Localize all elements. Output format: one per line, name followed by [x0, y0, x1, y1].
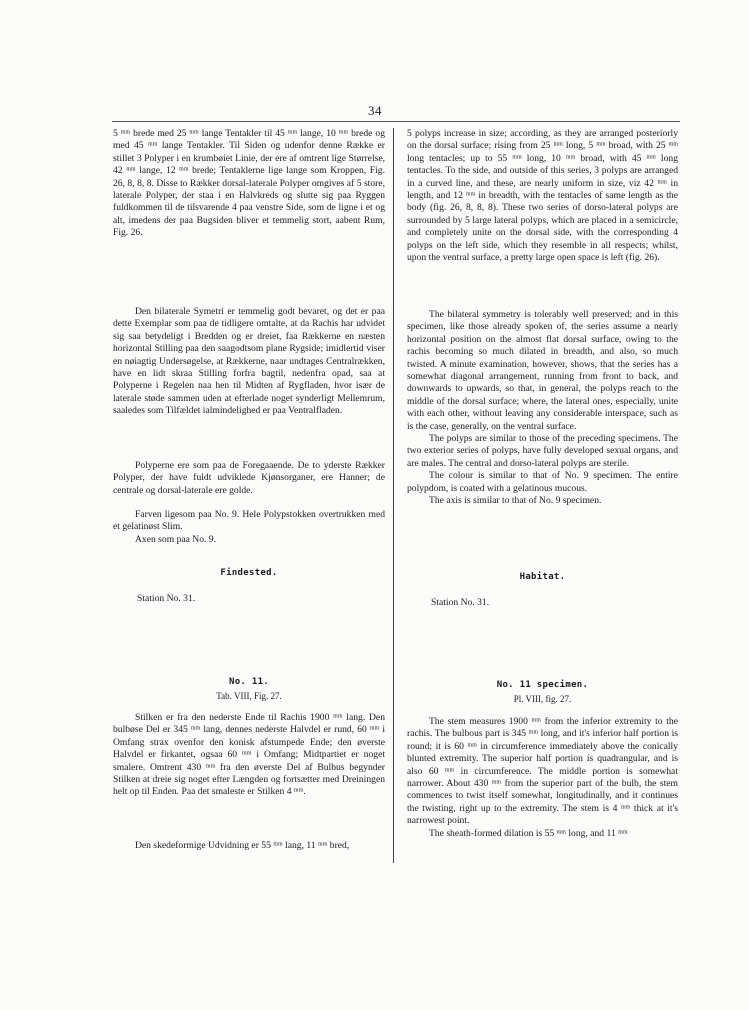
left-no11-block: [113, 676, 385, 703]
page-number: 34: [368, 103, 382, 118]
findested-heading: Findested.: [220, 568, 278, 578]
column-divider: [393, 128, 394, 863]
left-station: Station No. 31.: [137, 593, 196, 605]
left-paragraph-6: Stilken er fra den nederste Ende til Rachis 1900 ᵐᵐ lang. Den bulbøse Del er 345 ᵐᵐ lang, dennes nederste Halvdel er rund, 60 ᵐᵐ i Omfang strax ovenfor den konisk afstumpede Ende; den øverste Halvdel er firkantet, ogsaa 60 ᵐᵐ i Omfang; Midtpartiet er noget smalere. Omtrent 430 ᵐᵐ fra den øverste Del af Bulbus begynder Stilken at dreie sig noget efter Længden og fortsætter med Dreiningen helt op til Enden. Paa det smaleste er Stilken 4 ᵐᵐ.: [113, 712, 385, 798]
right-no11-heading: No. 11 specimen.: [496, 680, 589, 690]
right-no11-block: [407, 679, 678, 706]
left-findested-block: [113, 567, 385, 606]
left-column-symmetry: [113, 306, 385, 418]
left-no11-heading: No. 11.: [228, 677, 270, 687]
right-habitat-block: [407, 571, 678, 610]
right-column-symmetry: [407, 309, 678, 508]
right-paragraph-7: The sheath-formed dilation is 55 ᵐᵐ long, and 11 ᵐᵐ: [429, 827, 628, 839]
left-column-colour: [113, 509, 385, 546]
left-paragraph-7: Den skedeformige Udvidning er 55 ᵐᵐ lang, 11 ᵐᵐ bred,: [135, 840, 350, 851]
habitat-heading: Habitat.: [519, 572, 566, 582]
left-paragraph-5: Axen som paa No. 9.: [135, 533, 216, 545]
right-paragraph-2: The bilateral symmetry is tolerably well preserved; and in this specimen, like those already spoken of, the series assume a nearly horizontal position on the almost flat dorsal surface, owing to the rachis becoming so much dilated in breadth, and also, so much twisted. A minute examination, however, shows, that the series has a somewhat diagonal arrangement, running from front to back, and downwards to upwards, so that, in general, the polyps reach to the middle of the dorsal surface; where, the lateral ones, especially, unite with each other, without leaving any considerable interspace, such as is the case, generally, on the ventral surface.: [407, 309, 678, 432]
left-paragraph-4: Farven ligesom paa No. 9. Hele Polypstokken overtrukken med et gelatinøst Slim.: [113, 509, 385, 533]
left-column-top: [113, 128, 385, 240]
left-column-sheath: [113, 840, 385, 852]
left-paragraph-3: Polyperne ere som paa de Foregaaende. De to yderste Rækker Polyper, der have fuldt udviklede Kjønsorganer, ere Hanner; de centrale og dorsal-laterale ere golde.: [113, 460, 385, 496]
left-paragraph-1: 5 ᵐᵐ brede med 25 ᵐᵐ lange Tentakler til 45 ᵐᵐ lange, 10 ᵐᵐ brede og med 45 ᵐᵐ lange Tentakler. Til Siden og udenfor denne Række er stillet 3 Polyper i en krumbøiet Linie, der ere af omtrent lige Størrelse, 42 ᵐᵐ lange, 12 ᵐᵐ brede; Tentaklerne lige lange som Kroppen, Fig. 26, 8, 8, 8. Disse to Rækker dorsal-laterale Polyper omgives af 5 store, laterale Polyper, der staa i en Halvkreds og slutte sig paa Ryggen fuldkommen til de tilsvarende 4 paa venstre Side, som de ligne i et og alt, imedens der paa Bugsiden bliver et temmelig stort, aabent Rum, Fig. 26.: [113, 128, 385, 239]
left-paragraph-2: Den bilaterale Symetri er temmelig godt bevaret, og det er paa dette Exemplar som paa de tidligere omtalte, at da Rachis har udvidet sig saa betydeligt i Bredden og er dreiet, faa Rækkerne en næsten horizontal Stilling paa den saagodtsom plane Rygside; imidlertid viser en nøiagtig Undersøgelse, at Rækkerne, naar undtages Centralrækken, have en lidt skraa Stilling forfra bagtil, nedenfra opad, saa at Polyperne i Regelen naa hen til Midten af Rygfladen, hvor især de laterale støde sammen uden at efterlade noget synderligt Mellemrum, saaledes som Tilfældet ialmindelighed er paa Ventralfladen.: [113, 306, 385, 417]
tab-reference: Tab. VIII, Fig. 27.: [216, 691, 282, 702]
left-column-stem: [113, 712, 385, 799]
right-column-top: [407, 128, 678, 264]
right-paragraph-1: 5 polyps increase in size; according, as they are arranged posteriorly on the dorsal surface; rising from 25 ᵐᵐ long, 5 ᵐᵐ broad, with 25 ᵐᵐ long tentacles; up to 55 ᵐᵐ long, 10 ᵐᵐ broad, with 45 ᵐᵐ long tentacles. To the side, and outside of this series, 3 polyps are arranged in a curved line, and these, are nearly uniform in size, viz 42 ᵐᵐ in length, and 12 ᵐᵐ in breadth, with the tentacles of same length as the body (fig. 26, 8, 8, 8). These two series of dorso-lateral polyps are surrounded by 5 large lateral polyps, which are placed in a semicircle, and completely unite on the dorsal side, with the corresponding 4 polyps on the left side, which they resemble in all respects; whilst, upon the ventral surface, a pretty large open space is left (fig. 26).: [407, 128, 678, 264]
left-column-polyps: [113, 460, 385, 497]
right-station: Station No. 31.: [431, 597, 490, 609]
right-paragraph-4: The colour is similar to that of No. 9 specimen. The entire polypdom, is coated with a gelatinous mucous.: [407, 470, 678, 494]
right-paragraph-6: The stem measures 1900 ᵐᵐ from the inferior extremity to the rachis. The bulbous part is 345 ᵐᵐ long, and it's inferior half portion is round; it is 60 ᵐᵐ in circumference immediately above the conically blunted extremity. The superior half portion is quadrangular, and is also 60 ᵐᵐ in circumference. The middle portion is somewhat narrower. About 430 ᵐᵐ from the superior part of the bulb, the stem commences to twist itself somewhat, longitudinally, and it continues the twisting, right up to the extremity. The stem is 4 ᵐᵐ thick at it's narrowest point.: [407, 716, 678, 827]
right-column-stem: [407, 716, 678, 840]
plate-reference: Pl. VIII, fig. 27.: [513, 694, 572, 705]
right-paragraph-3: The polyps are similar to those of the preceding specimens. The two exterior series of polyps, have fully developed sexual organs, and are males. The central and dorso-lateral polyps are sterile.: [407, 433, 678, 469]
top-rule: [112, 121, 680, 122]
right-paragraph-5: The axis is similar to that of No. 9 specimen.: [429, 495, 602, 507]
